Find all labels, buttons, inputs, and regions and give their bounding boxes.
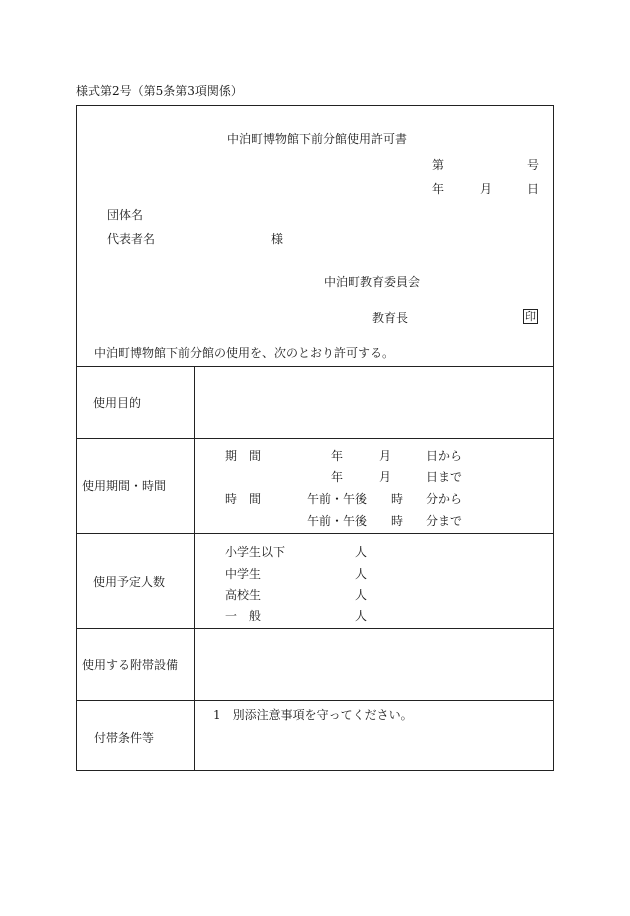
time-from-ampm: 午前・午後 xyxy=(307,492,368,506)
row-divider xyxy=(76,628,554,629)
term-from-month: 月 xyxy=(379,449,392,463)
category-general: 一 般 xyxy=(225,609,262,623)
attendance-label: 使用予定人数 xyxy=(93,575,166,589)
time-to-ampm: 午前・午後 xyxy=(307,514,368,528)
unit-high-school: 人 xyxy=(355,588,368,602)
permission-statement: 中泊町博物館下前分館の使用を、次のとおり許可する。 xyxy=(94,346,395,360)
form-number: 様式第2号（第5条第3項関係） xyxy=(76,84,243,98)
representative-honorific: 様 xyxy=(271,232,284,246)
unit-general: 人 xyxy=(355,609,368,623)
time-from-hour: 時 xyxy=(391,492,404,506)
row-divider xyxy=(76,533,554,534)
time-to-minute: 分まで xyxy=(426,514,463,528)
term-to-month: 月 xyxy=(379,470,392,484)
date-day: 日 xyxy=(527,182,540,196)
column-divider xyxy=(194,366,195,771)
purpose-label: 使用目的 xyxy=(93,396,142,410)
unit-junior-high: 人 xyxy=(355,567,368,581)
category-high-school: 高校生 xyxy=(225,588,262,602)
issuer-board: 中泊町教育委員会 xyxy=(324,275,421,289)
term-from-year: 年 xyxy=(331,449,344,463)
period-label: 使用期間・時間 xyxy=(82,479,167,493)
unit-elementary: 人 xyxy=(355,545,368,559)
row-divider xyxy=(76,700,554,701)
term-to-year: 年 xyxy=(331,470,344,484)
category-elementary: 小学生以下 xyxy=(225,545,286,559)
date-year: 年 xyxy=(432,182,445,196)
number-prefix: 第 xyxy=(432,158,445,172)
condition-item: 1 別添注意事項を守ってください。 xyxy=(213,708,413,722)
time-from-minute: 分から xyxy=(426,492,463,506)
term-label: 期 間 xyxy=(225,449,262,463)
date-month: 月 xyxy=(480,182,493,196)
term-to-day: 日まで xyxy=(426,470,463,484)
time-to-hour: 時 xyxy=(391,514,404,528)
time-label: 時 間 xyxy=(225,492,262,506)
number-suffix: 号 xyxy=(527,158,540,172)
group-name-label: 団体名 xyxy=(107,208,144,222)
category-junior-high: 中学生 xyxy=(225,567,262,581)
seal-mark: 印 xyxy=(525,310,536,323)
issuer-title: 教育長 xyxy=(372,311,409,325)
equipment-label: 使用する附帯設備 xyxy=(82,658,179,672)
row-divider xyxy=(76,366,554,367)
document-title: 中泊町博物館下前分館使用許可書 xyxy=(227,132,408,146)
representative-label: 代表者名 xyxy=(107,232,156,246)
conditions-label: 付帯条件等 xyxy=(94,731,155,745)
term-from-day: 日から xyxy=(426,449,463,463)
row-divider xyxy=(76,438,554,439)
